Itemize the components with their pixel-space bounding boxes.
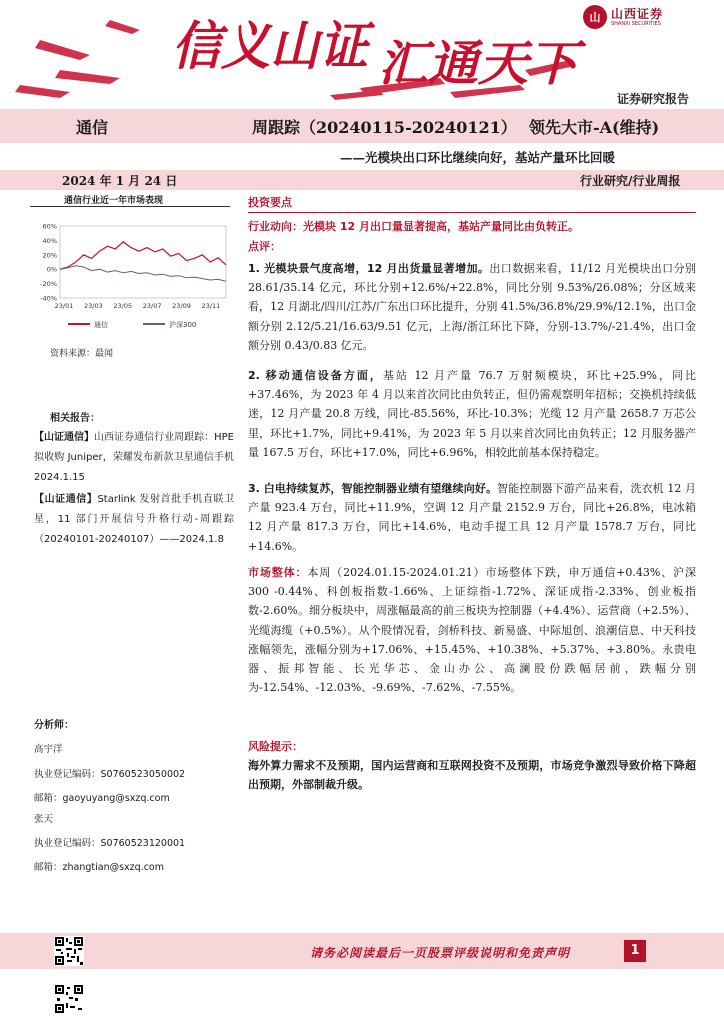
legend-label: 沪深300 (169, 321, 197, 329)
analyst-license: 执业登记编码：S0760523050002 (34, 769, 186, 780)
chart-source: 资料来源：最闻 (50, 349, 114, 359)
legend-label: 通信 (94, 321, 108, 329)
logo-name: 山西证券 (611, 6, 664, 21)
market-overview-lead: 市场整体： (248, 566, 308, 579)
series-line-telecom (60, 242, 226, 269)
qr-code-icon[interactable] (54, 936, 84, 966)
y-tick-label: 60% (42, 222, 57, 231)
related-report-tag: 【山证通信】 (34, 432, 95, 443)
y-tick-label: 40% (42, 236, 57, 245)
key-points-rule (248, 212, 696, 213)
point-2-paragraph (248, 366, 696, 462)
weekly-title: 周跟踪（20240115-20240121） (252, 118, 517, 137)
slogan-brush-banner (0, 0, 600, 108)
chart-title: 通信行业近一年市场表现 (64, 196, 164, 206)
report-date: 2024 年 1 月 24 日 (62, 174, 178, 188)
point-1-text: 出口数据来看，11/12 月光模块出口分别 28.61/35.14 亿元，环比分别+12.6%/+22.8%，同比分别 9.53%/26.08%；分区域来看，12 月湖北/四川/江苏/广东出口环比提升，分别 41.5%/36.8%/29.9%/12.1%，出口金额分别 2.12/5.21/16.63/9.51 亿元，上海/浙江环比下降，分别-13.7%/-21.4%，出口金额分别 0.43/0.83 亿元。 (248, 262, 696, 352)
risk-heading: 风险提示： (248, 740, 303, 753)
related-report-item[interactable] (34, 490, 234, 550)
report-category: 行业研究/行业周报 (580, 174, 681, 188)
related-report-text: Starlink 发射首批手机直联卫星，11 部门开展信号升格行动-周跟踪（20240101-20240107）——2024.1.8 (34, 494, 235, 545)
analyst-license: 执业登记编码：S0760523120001 (34, 838, 186, 849)
point-1-lead: 1. 光模块景气度高增，12 月出货量显著增加。 (248, 262, 490, 275)
comment-heading: 点评： (248, 240, 281, 253)
industry-name: 通信 (76, 118, 109, 137)
series-line-hs300 (60, 266, 226, 282)
qr-code-icon[interactable] (54, 984, 84, 1014)
report-type: 证券研究报告 (617, 92, 690, 106)
analyst-email[interactable]: 邮箱：gaoyuyang@sxzq.com (34, 793, 170, 804)
analyst-name: 高宇洋 (34, 744, 63, 755)
market-performance-chart (28, 218, 233, 336)
point-3-paragraph (248, 479, 696, 556)
page-number: 1 (624, 940, 646, 962)
x-tick-label: 23/05 (113, 302, 133, 310)
y-tick-label: 20% (42, 251, 57, 260)
point-2-text: 基站 12 月产量 76.7 万射频模块，环比+25.9%，同比+37.46%，为 2023 年 4 月以来首次同比由负转正，但仍需观察明年招标；交换机持续低迷，12 月产量 20.8 万线，同比-85.56%，环比-10.3%；光缆 12 月产量 2658.7 万芯公里，环比+1.7%，同比+9.41%，为 2023 年 5 月以来首次同比由负转正；12 月服务器产量 167.5 万台，环比+17.0%，同比+6.96%，相较此前基本保持稳定。 (248, 369, 696, 459)
slogan-part-2: 汇通天下 (378, 36, 587, 92)
company-logo (583, 5, 663, 29)
x-tick-label: 23/03 (84, 302, 103, 310)
market-overview-text: 本周（2024.01.15-2024.01.21）市场整体下跌，申万通信+0.43%、沪深 300 -0.44%、科创板指数-1.66%、上证综指-1.72%、深证成指-2.33%、创业板指数-2.60%。细分板块中，周涨幅最高的前三板块为控制器（+4.4%）、运营商（+2.5%）、光缆海缆（+0.5%）。从个股情况看，剑桥科技、新易盛、中际旭创、浪潮信息、中天科技涨幅领先，涨幅分别为+17.06%、+15.45%、+10.38%、+5.37%、+3.80%。永贵电器、振邦智能、长光华芯、金山办公、高澜股份跌幅居前，跌幅分别为-12.54%、-12.03%、-9.69%、-7.62%、-7.55%。 (248, 566, 697, 695)
related-report-item[interactable] (34, 428, 234, 488)
market-overview-paragraph (248, 563, 696, 697)
point-3-lead: 3. 白电持续复苏，智能控制器业绩有望继续向好。 (248, 482, 498, 495)
logo-text (611, 8, 663, 27)
analyst-email[interactable]: 邮箱：zhangtian@sxzq.com (34, 862, 164, 873)
industry-trend-heading: 行业动向：光模块 12 月出口量显著提高，基站产量同比由负转正。 (248, 220, 579, 233)
chart-title-rule (30, 206, 230, 207)
y-tick-label: -40% (40, 294, 57, 303)
analysts-title: 分析师： (34, 720, 74, 731)
slogan-part-1: 信义山证 (172, 16, 376, 77)
x-tick-label: 23/07 (142, 302, 162, 310)
rating: 领先大市-A(维持) (529, 118, 660, 137)
related-report-text: 山西证券通信行业周跟踪：HPE 拟收购 Juniper，荣耀发布新款卫星通信手机 2024.1.15 (34, 432, 234, 483)
logo-english: SHANXI SECURITIES (611, 20, 661, 27)
disclaimer-notice: 请务必阅读最后一页股票评级说明和免责声明 (310, 946, 571, 960)
point-1-paragraph (248, 259, 696, 355)
key-points-heading: 投资要点 (248, 196, 292, 209)
related-reports-title: 相关报告： (50, 413, 100, 424)
chart-plot-frame (60, 226, 226, 298)
y-tick-label: 0% (46, 265, 57, 274)
point-2-lead: 2. 移动通信设备方面， (248, 369, 383, 382)
related-report-tag: 【山证通信】 (34, 494, 98, 505)
x-tick-label: 23/11 (201, 302, 221, 310)
report-header (0, 0, 724, 108)
risk-text: 海外算力需求不及预期，国内运营商和互联网投资不及预期，市场竞争激烈导致价格下降超出预期，外部制裁升级。 (248, 759, 696, 791)
point-3-text: 智能控制器下游产品来看，洗衣机 12 月产量 923.4 万台，同比+11.9%，空调 12 月产量 2152.9 万台，同比+26.8%，电冰箱 12 月产量 817.3 万台，同比+14.6%，电动手提工具 12 月产量 1578.7 万台，同比+14.6%。 (248, 482, 696, 553)
x-tick-label: 23/01 (54, 302, 74, 310)
logo-emblem-icon: 山 (583, 5, 607, 29)
report-subtitle: ——光模块出口环比继续向好，基站产量环比回暖 (340, 150, 616, 165)
y-tick-label: -20% (40, 280, 57, 289)
analyst-name: 张天 (34, 814, 54, 825)
x-tick-label: 23/09 (172, 302, 191, 310)
